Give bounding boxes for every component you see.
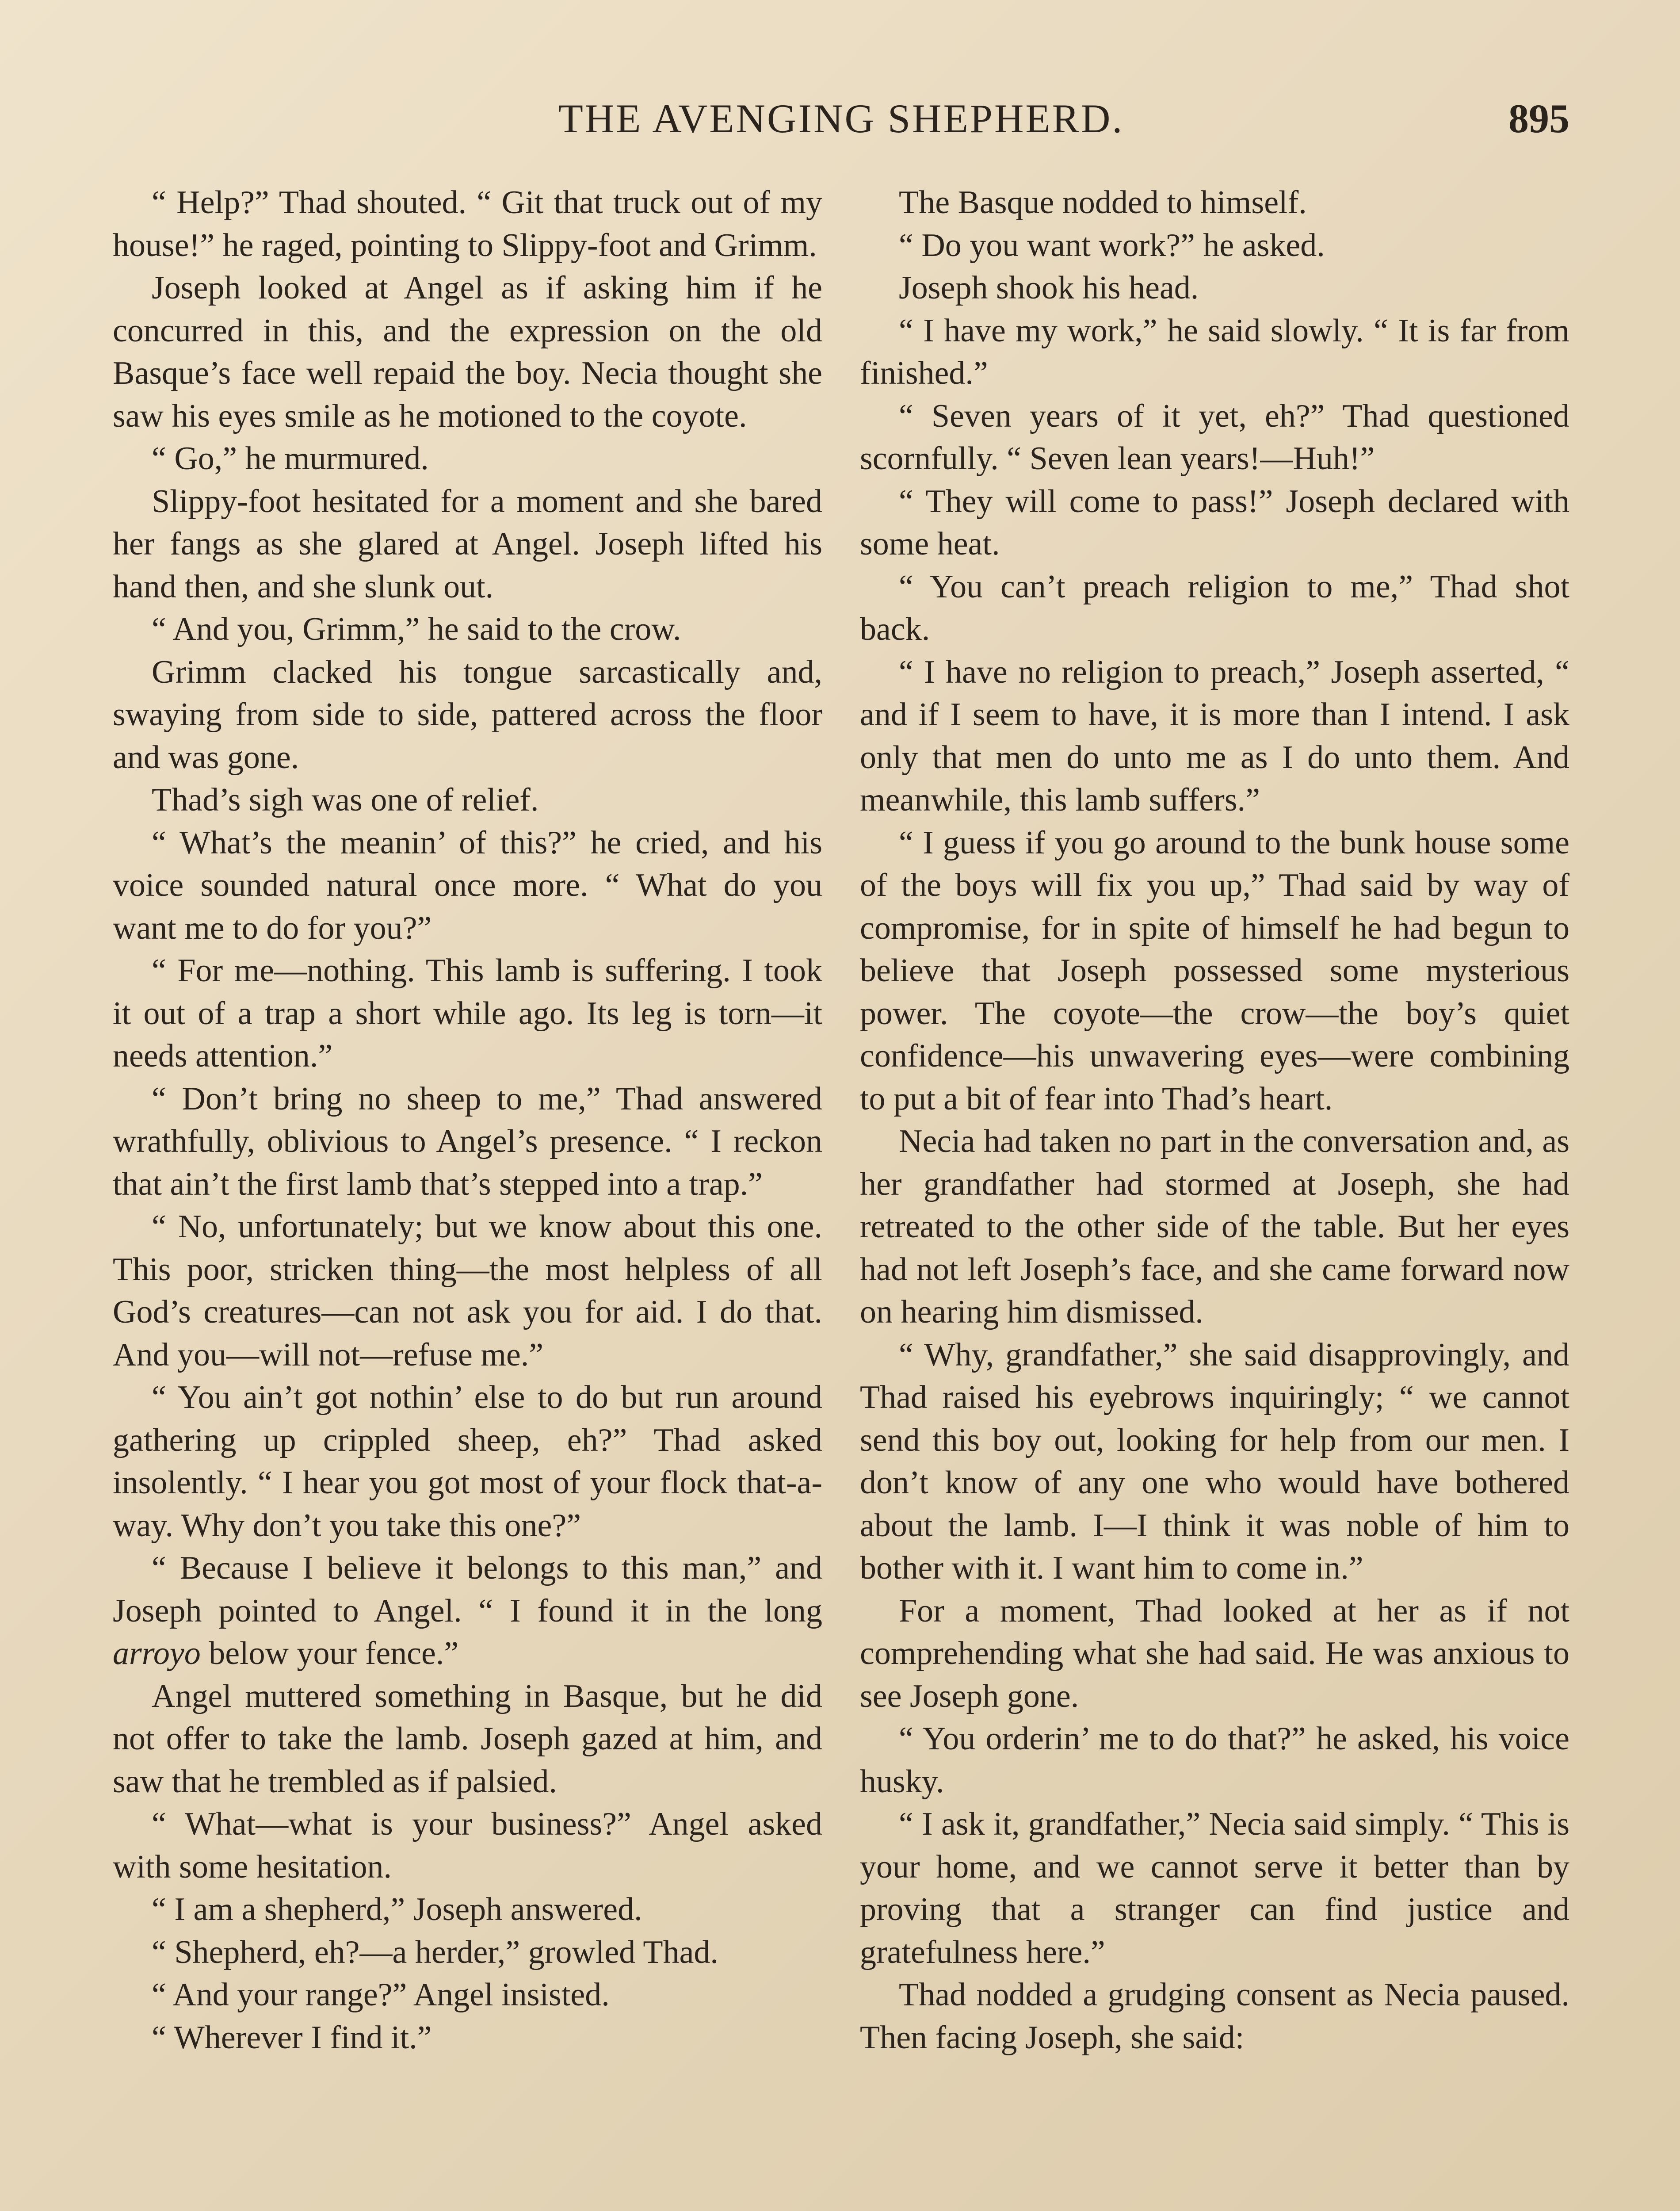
paragraph: “ For me—nothing. This lamb is suffering. I took it out of a trap a short while ago. Its leg is torn—it needs attention.” — [113, 952, 822, 1074]
running-title: THE AVENGING SHEPHERD. — [558, 96, 1124, 141]
paragraph: The Basque nodded to himself. — [899, 184, 1307, 221]
paragraph: Grimm clacked his tongue sarcastically and, swaying from side to side, pattered across the floor and was gone. — [113, 654, 822, 776]
paragraph: “ No, unfortunately; but we know about this one. This poor, stricken thing—the most helpless of all God’s creatures—can not ask you for aid. I do that. And you—will not—refuse me.” — [113, 1209, 822, 1373]
paragraph: “ What’s the meanin’ of this?” he cried, and his voice sounded natural once more. “ What do you want me to do for you?” — [113, 824, 822, 946]
paragraph: “ You can’t preach religion to me,” Thad shot back. — [860, 568, 1569, 647]
paragraph: “ I ask it, grandfather,” Necia said simply. “ This is your home, and we cannot serve it better than by proving that a stranger can find justice and gratefulness here.” — [860, 1806, 1569, 1970]
paragraph: Angel muttered something in Basque, but he did not offer to take the lamb. Joseph gazed at him, and saw that he trembled as if palsied. — [113, 1678, 822, 1800]
paragraph: “ Seven years of it yet, eh?” Thad questioned scornfully. “ Seven lean years!—Huh!” — [860, 398, 1569, 477]
paragraph: “ Why, grandfather,” she said disapprovingly, and Thad raised his eyebrows inquiringly; “ we cannot send this boy out, looking for help from our men. I don’t know of any one who would have bothered about the lamb. I—I think it was noble of him to bother with it. I want him to come in.” — [860, 1336, 1569, 1586]
paragraph: Thad nodded a grudging consent as Necia paused. Then facing Joseph, she said: — [860, 1977, 1569, 2056]
paragraph: “ And you, Grimm,” he said to the crow. — [152, 611, 681, 647]
paragraph: “ What—what is your business?” Angel asked with some hesitation. — [113, 1806, 822, 1885]
paragraph: “ Shepherd, eh?—a herder,” growled Thad. — [152, 1934, 718, 1970]
paragraph: “ Do you want work?” he asked. — [899, 227, 1325, 264]
left-column — [113, 181, 822, 2059]
paragraph: Joseph looked at Angel as if asking him if he concurred in this, and the expression on the old Basque’s face well repaid the boy. Necia thought she saw his eyes smile as he motioned to the coyote. — [113, 270, 822, 434]
paragraph: Necia had taken no part in the conversation and, as her grandfather had stormed at Joseph, she had retreated to the other side of the table. But her eyes had not left Joseph’s face, and she came forward now on hearing him dismissed. — [860, 1123, 1569, 1330]
italic-word: arroyo — [113, 1635, 201, 1672]
paragraph: “ Don’t bring no sheep to me,” Thad answered wrathfully, oblivious to Angel’s presence. “ I reckon that ain’t the first lamb that’s stepped into a trap.” — [113, 1080, 822, 1202]
paragraph: For a moment, Thad looked at her as if not comprehending what she had said. He was anxious to see Joseph gone. — [860, 1592, 1569, 1714]
paragraph: “ I am a shepherd,” Joseph answered. — [152, 1891, 642, 1928]
right-column — [860, 181, 1569, 2059]
page-number: 895 — [1508, 96, 1569, 141]
paragraph: “ Help?” Thad shouted. “ Git that truck out of my house!” he raged, pointing to Slippy-foot and Grimm. — [113, 184, 822, 264]
paragraph: “ You orderin’ me to do that?” he asked, his voice husky. — [860, 1721, 1569, 1800]
paragraph: Joseph shook his head. — [899, 270, 1199, 306]
paragraph: “ Wherever I find it.” — [152, 2019, 432, 2056]
paragraph: “ I guess if you go around to the bunk house some of the boys will fix you up,” Thad said by way of compromise, for in spite of himself he had begun to believe that Joseph possessed some mysterious power. The coyote—the crow—the boy’s quiet confidence—his unwavering eyes—were combining to put a bit of fear into Thad’s heart. — [860, 824, 1569, 1117]
paragraph: “ Go,” he murmured. — [152, 440, 429, 477]
paragraph: “ I have my work,” he said slowly. “ It is far from finished.” — [860, 312, 1569, 391]
paragraph: “ I have no religion to preach,” Joseph asserted, “ and if I seem to have, it is more than I intend. I ask only that men do unto me as I do unto them. And meanwhile, this lamb suffers.” — [860, 654, 1569, 818]
page-header — [113, 95, 1569, 144]
paragraph: “ They will come to pass!” Joseph declared with some heat. — [860, 483, 1569, 562]
paragraph: “ And your range?” Angel insisted. — [152, 1977, 610, 2013]
paragraph: Thad’s sigh was one of relief. — [152, 782, 539, 818]
paragraph-with-italic: “ Because I believe it belongs to this man,” and Joseph pointed to Angel. “ I found it in the long arroyo below your fence.” — [113, 1550, 822, 1672]
paragraph: “ You ain’t got nothin’ else to do but run around gathering up crippled sheep, eh?” Thad asked insolently. “ I hear you got most of your flock that-a-way. Why don’t you take this one?” — [113, 1379, 822, 1544]
paragraph: Slippy-foot hesitated for a moment and she bared her fangs as she glared at Angel. Joseph lifted his hand then, and she slunk out. — [113, 483, 822, 605]
